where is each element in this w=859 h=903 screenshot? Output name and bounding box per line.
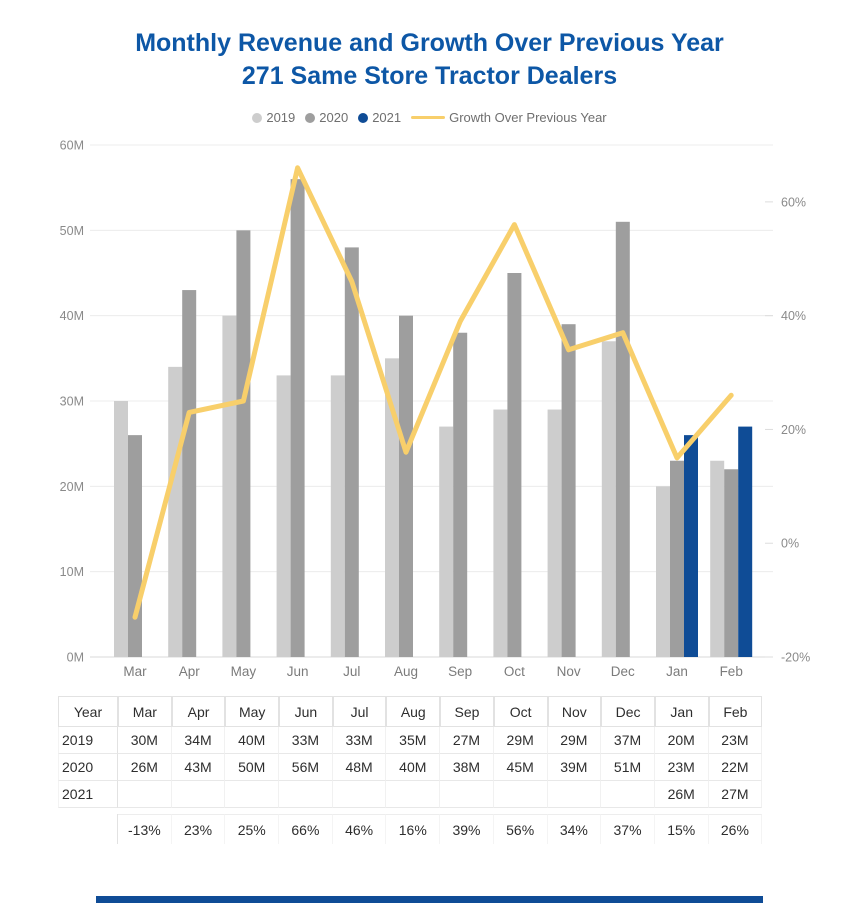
table-header-month: Jan	[655, 696, 709, 727]
x-axis-label-aug: Aug	[393, 664, 419, 679]
legend-dot-icon	[358, 113, 368, 123]
y-right-tick-label: -20%	[781, 650, 811, 665]
table-cell	[548, 781, 602, 808]
x-axis-label-dec: Dec	[610, 664, 635, 679]
growth-cell: 15%	[655, 814, 709, 844]
table-cell: 23M	[655, 754, 709, 781]
bar-2020-mar[interactable]	[128, 435, 142, 657]
table-cell: 29M	[548, 727, 602, 754]
bar-2020-apr[interactable]	[182, 290, 196, 657]
data-table	[58, 696, 762, 844]
bar-2020-may[interactable]	[236, 230, 250, 657]
y-right-tick-label: 20%	[781, 422, 807, 437]
table-header-month: Dec	[601, 696, 655, 727]
x-axis-label-nov: Nov	[556, 664, 581, 679]
growth-cell: 26%	[709, 814, 763, 844]
bar-2019-apr[interactable]	[168, 367, 182, 657]
legend-line-icon	[411, 116, 445, 119]
y-left-tick-label: 30M	[59, 394, 84, 409]
table-cell: 26M	[118, 754, 172, 781]
bar-2021-jan[interactable]	[684, 435, 698, 657]
bar-2021-feb[interactable]	[738, 427, 752, 657]
y-left-tick-label: 10M	[59, 565, 84, 580]
table-cell: 35M	[386, 727, 440, 754]
y-left-tick-label: 60M	[59, 138, 84, 153]
bar-2020-sep[interactable]	[453, 333, 467, 657]
legend-label: 2020	[319, 110, 349, 125]
table-header-month: Sep	[440, 696, 494, 727]
x-axis-label-apr: Apr	[178, 664, 200, 679]
table-cell	[386, 781, 440, 808]
legend-dot-icon	[252, 113, 262, 123]
page-subtitle: 271 Same Store Tractor Dealers	[241, 62, 618, 90]
table-cell: 48M	[333, 754, 387, 781]
table-cell	[494, 781, 548, 808]
table-cell: 33M	[333, 727, 387, 754]
x-axis-label-jan: Jan	[666, 664, 688, 679]
table-header-month: Aug	[386, 696, 440, 727]
table-cell	[601, 781, 655, 808]
table-header-month: Apr	[172, 696, 226, 727]
table-cell: 56M	[279, 754, 333, 781]
y-left-tick-label: 50M	[59, 223, 84, 238]
bar-2019-sep[interactable]	[439, 427, 453, 657]
growth-cell: 16%	[386, 814, 440, 844]
x-axis-label-jul: Jul	[343, 664, 361, 679]
y-right-tick-label: 60%	[781, 195, 807, 210]
bar-2019-jul[interactable]	[331, 375, 345, 657]
legend-dot-icon	[305, 113, 315, 123]
table-cell: 27M	[709, 781, 763, 808]
table-header-month: Jun	[279, 696, 333, 727]
growth-cell: -13%	[118, 814, 172, 844]
x-axis-label-feb: Feb	[719, 664, 743, 679]
growth-cell: 66%	[279, 814, 333, 844]
table-header-month: Feb	[709, 696, 763, 727]
bar-2020-jun[interactable]	[291, 179, 305, 657]
bar-2019-jun[interactable]	[277, 375, 291, 657]
bar-2020-feb[interactable]	[724, 469, 738, 657]
table-cell: 39M	[548, 754, 602, 781]
x-axis-label-mar: Mar	[123, 664, 147, 679]
bar-2020-jan[interactable]	[670, 461, 684, 657]
y-right-tick-label: 40%	[781, 309, 807, 324]
table-cell: 30M	[118, 727, 172, 754]
table-cell: 38M	[440, 754, 494, 781]
bar-2019-jan[interactable]	[656, 486, 670, 657]
legend-label: Growth Over Previous Year	[449, 110, 607, 125]
table-cell: 40M	[225, 727, 279, 754]
table-header-month: Nov	[548, 696, 602, 727]
table-header-month: Oct	[494, 696, 548, 727]
bar-2020-aug[interactable]	[399, 316, 413, 657]
y-left-tick-label: 40M	[59, 309, 84, 324]
y-right-tick-label: 0%	[781, 536, 800, 551]
bar-2020-jul[interactable]	[345, 247, 359, 657]
table-cell: 23M	[709, 727, 763, 754]
y-left-tick-label: 0M	[66, 650, 84, 665]
growth-cell: 23%	[172, 814, 226, 844]
growth-cell: 25%	[225, 814, 279, 844]
table-cell: 33M	[279, 727, 333, 754]
legend-item-2021[interactable]	[358, 110, 401, 125]
bar-2020-nov[interactable]	[562, 324, 576, 657]
table-cell	[172, 781, 226, 808]
table-cell: 22M	[709, 754, 763, 781]
growth-cell: 46%	[333, 814, 387, 844]
table-cell: 50M	[225, 754, 279, 781]
legend-item-2019[interactable]	[252, 110, 295, 125]
table-cell: 51M	[601, 754, 655, 781]
growth-cell: 39%	[440, 814, 494, 844]
chart-title-block	[0, 27, 859, 93]
growth-cell: 34%	[548, 814, 602, 844]
table-header-month: Jul	[333, 696, 387, 727]
x-axis-label-jun: Jun	[286, 664, 309, 679]
legend-item-2020[interactable]	[305, 110, 348, 125]
table-row-label: 2021	[58, 781, 118, 808]
chart-legend	[0, 110, 859, 125]
table-cell	[118, 781, 172, 808]
table-cell: 34M	[172, 727, 226, 754]
bar-2019-oct[interactable]	[493, 410, 507, 657]
bar-2019-nov[interactable]	[548, 410, 562, 657]
revenue-growth-chart[interactable]	[0, 138, 859, 685]
table-header-year: Year	[58, 696, 118, 727]
table-cell: 45M	[494, 754, 548, 781]
bar-2019-feb[interactable]	[710, 461, 724, 657]
page-title: Monthly Revenue and Growth Over Previous Year	[135, 29, 724, 57]
table-header-month: May	[225, 696, 279, 727]
table-cell: 29M	[494, 727, 548, 754]
legend-item-growth-over-previous-year[interactable]	[411, 110, 607, 125]
table-cell: 27M	[440, 727, 494, 754]
x-axis-label-sep: Sep	[448, 664, 473, 679]
bar-2019-mar[interactable]	[114, 401, 128, 657]
x-axis-label-may: May	[230, 664, 257, 679]
table-cell: 37M	[601, 727, 655, 754]
table-cell: 26M	[655, 781, 709, 808]
growth-row-label	[58, 814, 118, 844]
table-cell: 40M	[386, 754, 440, 781]
x-axis-label-oct: Oct	[503, 664, 525, 679]
table-cell: 43M	[172, 754, 226, 781]
bottom-scrollbar[interactable]	[96, 896, 763, 903]
bar-2019-may[interactable]	[222, 316, 236, 657]
table-cell	[333, 781, 387, 808]
growth-cell: 37%	[601, 814, 655, 844]
bar-2020-dec[interactable]	[616, 222, 630, 657]
table-cell	[440, 781, 494, 808]
legend-label: 2021	[372, 110, 402, 125]
bar-2020-oct[interactable]	[507, 273, 521, 657]
bar-2019-dec[interactable]	[602, 341, 616, 657]
legend-label: 2019	[266, 110, 296, 125]
table-cell	[225, 781, 279, 808]
table-cell: 20M	[655, 727, 709, 754]
growth-cell: 56%	[494, 814, 548, 844]
table-header-month: Mar	[118, 696, 172, 727]
table-row-label: 2020	[58, 754, 118, 781]
y-left-tick-label: 20M	[59, 479, 84, 494]
table-row-label: 2019	[58, 727, 118, 754]
table-cell	[279, 781, 333, 808]
